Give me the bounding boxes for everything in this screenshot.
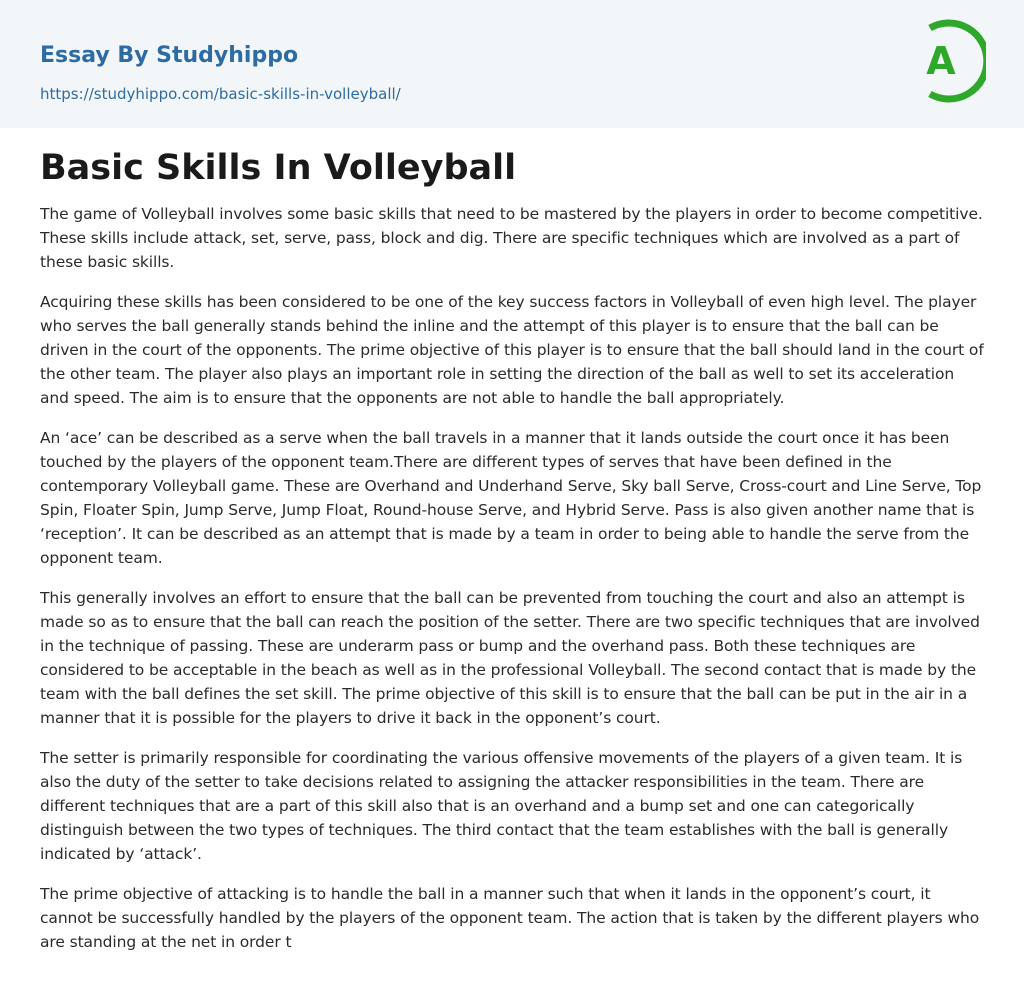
- article-paragraph: An ‘ace’ can be described as a serve when the ball travels in a manner that it lands outside the court once it has been touched by the players of the opponent team.There are different types of serves that have been defined in the contemporary Volleyball game. These are Overhand and Underhand Serve, Sky ball Serve, Cross-court and Line Serve, Top Spin, Floater Spin, Jump Serve, Jump Float, Round-house Serve, and Hybrid Serve. Pass is also given another name that is ‘reception’. It can be described as an attempt that is made by a team in order to being able to handle the serve from the opponent team.: [40, 429, 982, 567]
- article-paragraph: The prime objective of attacking is to handle the ball in a manner such that when it lands in the opponent’s court, it cannot be successfully handled by the players of the opponent team. The action that is taken by the different players who are standing at the net in order t: [40, 885, 980, 951]
- page-title: Basic Skills In Volleyball: [40, 148, 517, 188]
- essay-url-link[interactable]: https://studyhippo.com/basic-skills-in-volleyball/: [40, 85, 401, 103]
- article-paragraph: Acquiring these skills has been considered to be one of the key success factors in Volleyball of even high level. The player who serves the ball generally stands behind the inline and the attempt of this player is to ensure that the ball can be driven in the court of the opponents. The prime objective of this player is to ensure that the ball should land in the court of the other team. The player also plays an important role in setting the direction of the ball as well to set its acceleration and speed. The aim is to ensure that the opponents are not able to handle the ball appropriately.: [40, 293, 984, 407]
- logo-letter: A: [926, 39, 956, 83]
- site-header: [0, 0, 1024, 128]
- article-paragraph: This generally involves an effort to ensure that the ball can be prevented from touching the court and also an attempt is made so as to ensure that the ball can reach the position of the setter. There are two specific techniques that are involved in the technique of passing. These are underarm pass or bump and the overhand pass. Both these techniques are considered to be acceptable in the beach as well as in the professional Volleyball. The second contact that is made by the team with the ball defines the set skill. The prime objective of this skill is to ensure that the ball can be put in the air in a manner that it is possible for the players to drive it back in the opponent’s court.: [40, 589, 980, 727]
- studyhippo-logo-icon[interactable]: [916, 18, 986, 104]
- article-paragraph: The setter is primarily responsible for coordinating the various offensive movements of the players of a given team. It is also the duty of the setter to take decisions related to assigning the attacker responsibilities in the team. There are different techniques that are a part of this skill also that is an overhand and a bump set and one can categorically distinguish between the two types of techniques. The third contact that the team establishes with the ball is generally indicated by ‘attack’.: [40, 749, 963, 863]
- site-brand: Essay By Studyhippo: [40, 43, 299, 68]
- article-paragraph: The game of Volleyball involves some basic skills that need to be mastered by the players in order to become competitive. These skills include attack, set, serve, pass, block and dig. There are specific techniques which are involved as a part of these basic skills.: [40, 205, 983, 271]
- article: [0, 128, 1024, 954]
